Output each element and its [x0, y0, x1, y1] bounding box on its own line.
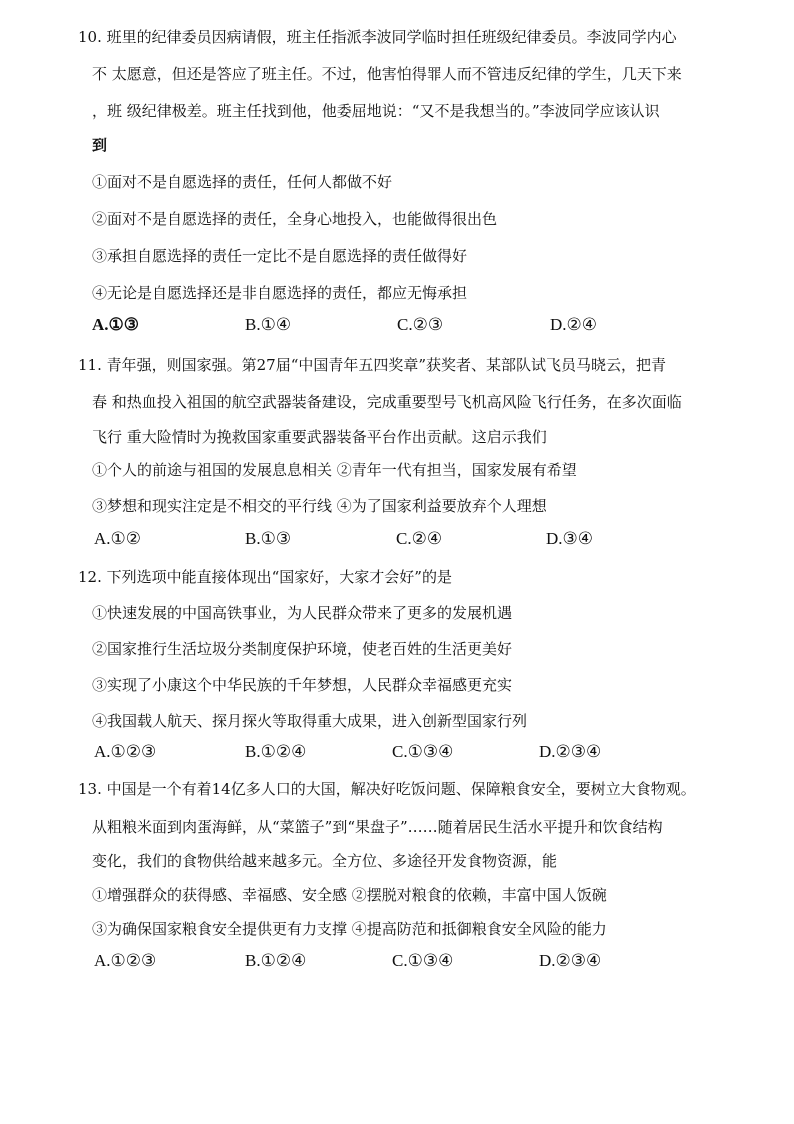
question-stem-line: 13. 中国是一个有着14亿多人口的大国，解决好吃饭问题、保障粮食安全，要树立大食物观。 [78, 780, 696, 798]
option-c: C.①③④ [392, 951, 454, 970]
statement-item: ①个人的前途与祖国的发展息息相关 ②青年一代有担当，国家发展有希望 [92, 461, 577, 479]
question-stem-line: 春 和热血投入祖国的航空武器装备建设，完成重要型号飞机高风险飞行任务，在多次面临 [92, 393, 682, 411]
option-d: D.②③④ [539, 951, 602, 970]
option-a: A.①②③ [94, 742, 157, 761]
option-a: A.①②③ [94, 951, 157, 970]
option-c: C.②④ [396, 529, 443, 548]
question-stem-line: 到 [92, 136, 108, 154]
statement-item: ②面对不是自愿选择的责任，全身心地投入，也能做得很出色 [92, 210, 498, 228]
option-b: B.①②④ [245, 951, 307, 970]
question-stem-line: ，班 级纪律极差。班主任找到他，他委屈地说：“又不是我想当的。”李波同学应该认识 [92, 102, 660, 120]
question-stem-line: 不 太愿意，但还是答应了班主任。不过，他害怕得罪人而不管违反纪律的学生，几天下来 [92, 65, 682, 83]
statement-item: ③为确保国家粮食安全提供更有力支撑 ④提高防范和抵御粮食安全风险的能力 [92, 920, 607, 938]
statement-item: ①增强群众的获得感、幸福感、安全感 ②摆脱对粮食的依赖，丰富中国人饭碗 [92, 886, 607, 904]
statement-item: ③实现了小康这个中华民族的千年梦想，人民群众幸福感更充实 [92, 676, 513, 694]
statement-item: ④无论是自愿选择还是非自愿选择的责任，都应无悔承担 [92, 284, 468, 302]
answer-options [94, 739, 654, 765]
question-stem-line: 12. 下列选项中能直接体现出“国家好，大家才会好”的是 [78, 568, 452, 586]
option-d: D.②④ [550, 315, 598, 334]
question-stem-line: 11. 青年强，则国家强。第27届“中国青年五四奖章”获奖者、某部队试飞员马晓云，把青 [78, 356, 667, 374]
answer-options [92, 312, 652, 338]
option-b: B.①②④ [245, 742, 307, 761]
option-c: C.②③ [397, 315, 444, 334]
question-stem-line: 10. 班里的纪律委员因病请假，班主任指派李波同学临时担任班级纪律委员。李波同学内心 [78, 28, 677, 46]
question-stem-line: 飞行 重大险情时为挽救国家重要武器装备平台作出贡献。这启示我们 [92, 428, 547, 446]
statement-item: ③梦想和现实注定是不相交的平行线 ④为了国家利益要放弃个人理想 [92, 497, 547, 515]
option-a: A.①③ [92, 315, 140, 334]
statement-item: ④我国载人航天、探月探火等取得重大成果，进入创新型国家行列 [92, 712, 528, 730]
statement-item: ①快速发展的中国高铁事业，为人民群众带来了更多的发展机遇 [92, 604, 513, 622]
statement-item: ①面对不是自愿选择的责任，任何人都做不好 [92, 173, 393, 191]
option-b: B.①④ [245, 315, 292, 334]
question-stem-line: 变化，我们的食物供给越来越多元。全方位、多途径开发食物资源，能 [92, 852, 558, 870]
option-d: D.③④ [546, 529, 594, 548]
answer-options [94, 526, 654, 552]
question-stem-line: 从粗粮米面到肉蛋海鲜，从“菜篮子”到“果盘子”……随着居民生活水平提升和饮食结构 [92, 818, 663, 836]
answer-options [94, 948, 654, 974]
option-a: A.①② [94, 529, 142, 548]
option-d: D.②③④ [539, 742, 602, 761]
option-c: C.①③④ [392, 742, 454, 761]
statement-item: ②国家推行生活垃圾分类制度保护环境，使老百姓的生活更美好 [92, 640, 513, 658]
option-b: B.①③ [245, 529, 292, 548]
statement-item: ③承担自愿选择的责任一定比不是自愿选择的责任做得好 [92, 247, 468, 265]
